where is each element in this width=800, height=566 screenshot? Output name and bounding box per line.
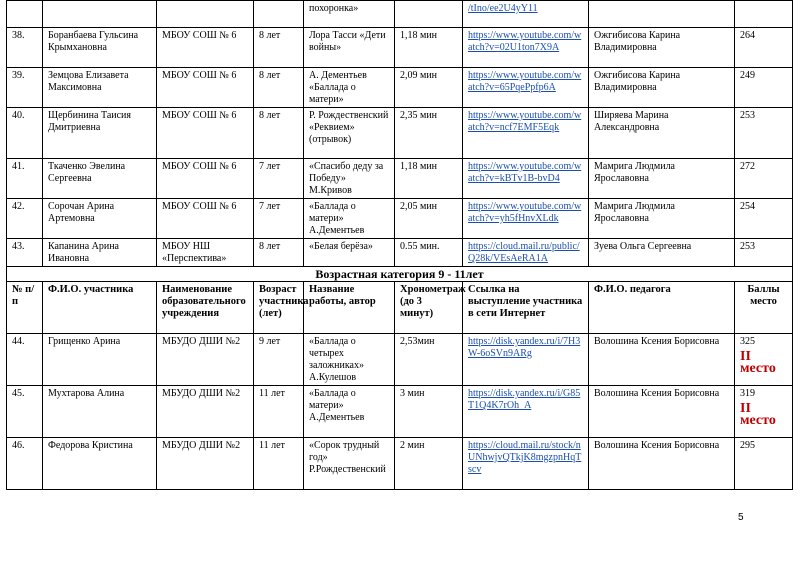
teacher-cell: Волошина Ксения Борисовна <box>589 386 735 438</box>
age-cell: 9 лет <box>254 334 304 386</box>
work-cell: «Спасибо деду за Победу» М.Кривов <box>304 159 395 199</box>
video-link[interactable]: https://www.youtube.com/watch?v=ncf7EMF5Eqk <box>463 108 589 159</box>
video-link[interactable]: https://www.youtube.com/watch?v=65PqePpfp6A <box>463 68 589 108</box>
num-cell: 39. <box>7 68 43 108</box>
teacher-cell: Зуева Ольга Сергеевна <box>589 239 735 267</box>
score-value: 253 <box>740 241 755 252</box>
name-cell: Федорова Кристина <box>43 438 157 490</box>
place-label: II место <box>740 349 776 376</box>
table-row <box>7 386 793 438</box>
header-school: Наименование образовательного учреждения <box>157 282 254 334</box>
video-link[interactable]: https://www.youtube.com/watch?v=kBTv1B-bvD4 <box>463 159 589 199</box>
place-label: II место <box>740 401 776 428</box>
time-cell: 2,53мин <box>395 334 463 386</box>
name-cell: Боранбаева Гульсина Крымхановна <box>43 28 157 68</box>
header-link: Ссылка на выступление участника в сети Интернет <box>463 282 589 334</box>
score-cell <box>735 159 793 199</box>
school-cell: МБОУ СОШ № 6 <box>157 159 254 199</box>
age-cell: 8 лет <box>254 239 304 267</box>
header-score: Баллы место <box>735 282 793 334</box>
header-name: Ф.И.О. участника <box>43 282 157 334</box>
score-cell <box>735 334 793 386</box>
header-age: Возраст участника (лет) <box>254 282 304 334</box>
score-value: 264 <box>740 30 755 41</box>
score-value: 295 <box>740 440 755 451</box>
num-cell: 40. <box>7 108 43 159</box>
page-number: 5 <box>738 512 744 523</box>
work-cell: А. Дементьев «Баллада о матери» <box>304 68 395 108</box>
teacher-cell: Волошина Ксения Борисовна <box>589 438 735 490</box>
time-cell: 3 мин <box>395 386 463 438</box>
work-cell: «Баллада о матери» А.Дементьев <box>304 199 395 239</box>
school-cell: МБОУ НШ «Перспектива» <box>157 239 254 267</box>
num-cell: 42. <box>7 199 43 239</box>
score-cell <box>735 199 793 239</box>
table-row <box>7 334 793 386</box>
school-cell: МБУДО ДШИ №2 <box>157 334 254 386</box>
score-cell <box>735 386 793 438</box>
age-cell: 7 лет <box>254 159 304 199</box>
name-cell: Земцова Елизавета Максимовна <box>43 68 157 108</box>
score-cell <box>735 28 793 68</box>
school-cell: МБОУ СОШ № 6 <box>157 108 254 159</box>
table-row <box>7 28 793 68</box>
teacher-cell: Мамрига Людмила Ярославовна <box>589 159 735 199</box>
table-row <box>7 108 793 159</box>
num-cell: 43. <box>7 239 43 267</box>
table-row <box>7 68 793 108</box>
time-cell: 2 мин <box>395 438 463 490</box>
video-link[interactable]: https://disk.yandex.ru/i/G85T1Q4K7rOh_A <box>463 386 589 438</box>
video-link[interactable]: /tIno/ee2U4yY11 <box>463 1 589 28</box>
video-link[interactable]: https://disk.yandex.ru/i/7H3W-6oSVn9ARg <box>463 334 589 386</box>
score-cell <box>735 108 793 159</box>
school-cell: МБОУ СОШ № 6 <box>157 199 254 239</box>
name-cell: Капанина Арина Ивановна <box>43 239 157 267</box>
video-link[interactable]: https://www.youtube.com/watch?v=yh5fHnvXLdk <box>463 199 589 239</box>
teacher-cell: Ширяева Марина Александровна <box>589 108 735 159</box>
score-cell <box>735 239 793 267</box>
school-cell: МБОУ СОШ № 6 <box>157 68 254 108</box>
work-cell: «Белая берёза» <box>304 239 395 267</box>
name-cell: Ткаченко Эвелина Сергеевна <box>43 159 157 199</box>
num-cell: 45. <box>7 386 43 438</box>
age-cell: 11 лет <box>254 438 304 490</box>
header-time: Хронометраж (до 3 минут) <box>395 282 463 334</box>
teacher-cell: Волошина Ксения Борисовна <box>589 334 735 386</box>
category-row <box>7 267 793 282</box>
num-cell: 38. <box>7 28 43 68</box>
header-row <box>7 282 793 334</box>
num-cell: 44. <box>7 334 43 386</box>
table-row <box>7 1 793 28</box>
score-value: 272 <box>740 161 755 172</box>
num-cell: 41. <box>7 159 43 199</box>
score-cell <box>735 68 793 108</box>
teacher-cell: Ожгибисова Карина Владимировна <box>589 68 735 108</box>
teacher-cell: Мамрига Людмила Ярославовна <box>589 199 735 239</box>
header-teacher: Ф.И.О. педагога <box>589 282 735 334</box>
teacher-cell: Ожгибисова Карина Владимировна <box>589 28 735 68</box>
score-value: 325 <box>740 336 755 347</box>
score-value: 249 <box>740 70 755 81</box>
work-cell: «Баллада о матери» А.Дементьев <box>304 386 395 438</box>
age-cell: 8 лет <box>254 68 304 108</box>
time-cell: 1,18 мин <box>395 159 463 199</box>
work-cell: похоронка» <box>304 1 395 28</box>
score-value: 253 <box>740 110 755 121</box>
category-title: Возрастная категория 9 - 11лет <box>7 267 793 282</box>
video-link[interactable]: https://cloud.mail.ru/stock/nUNhwjvQTkjK8mgzpnHqTscv <box>463 438 589 490</box>
age-cell: 8 лет <box>254 108 304 159</box>
header-num: № п/п <box>7 282 43 334</box>
table-row <box>7 438 793 490</box>
table-row <box>7 159 793 199</box>
age-cell: 11 лет <box>254 386 304 438</box>
time-cell: 2,09 мин <box>395 68 463 108</box>
score-value: 319 <box>740 388 755 399</box>
table-row <box>7 239 793 267</box>
time-cell: 0.55 мин. <box>395 239 463 267</box>
score-value: 254 <box>740 201 755 212</box>
work-cell: «Сорок трудный год» Р.Рождественский <box>304 438 395 490</box>
time-cell: 1,18 мин <box>395 28 463 68</box>
time-cell: 2,05 мин <box>395 199 463 239</box>
name-cell: Мухтарова Алина <box>43 386 157 438</box>
num-cell: 46. <box>7 438 43 490</box>
time-cell: 2,35 мин <box>395 108 463 159</box>
age-cell: 8 лет <box>254 28 304 68</box>
table-row <box>7 199 793 239</box>
work-cell: «Баллада о четырех заложниках» А.Кулешов <box>304 334 395 386</box>
name-cell: Сорочан Арина Артемовна <box>43 199 157 239</box>
score-cell <box>735 438 793 490</box>
name-cell: Щербинина Таисия Дмитриевна <box>43 108 157 159</box>
results-table <box>6 0 793 490</box>
name-cell: Грищенко Арина <box>43 334 157 386</box>
age-cell: 7 лет <box>254 199 304 239</box>
video-link[interactable]: https://cloud.mail.ru/public/Q28k/VEsAeRA1A <box>463 239 589 267</box>
school-cell: МБУДО ДШИ №2 <box>157 438 254 490</box>
school-cell: МБОУ СОШ № 6 <box>157 28 254 68</box>
work-cell: Лора Тасси «Дети войны» <box>304 28 395 68</box>
school-cell: МБУДО ДШИ №2 <box>157 386 254 438</box>
header-work: Название работы, автор <box>304 282 395 334</box>
video-link[interactable]: https://www.youtube.com/watch?v=02U1ton7X9A <box>463 28 589 68</box>
work-cell: Р. Рождественский «Реквием» (отрывок) <box>304 108 395 159</box>
